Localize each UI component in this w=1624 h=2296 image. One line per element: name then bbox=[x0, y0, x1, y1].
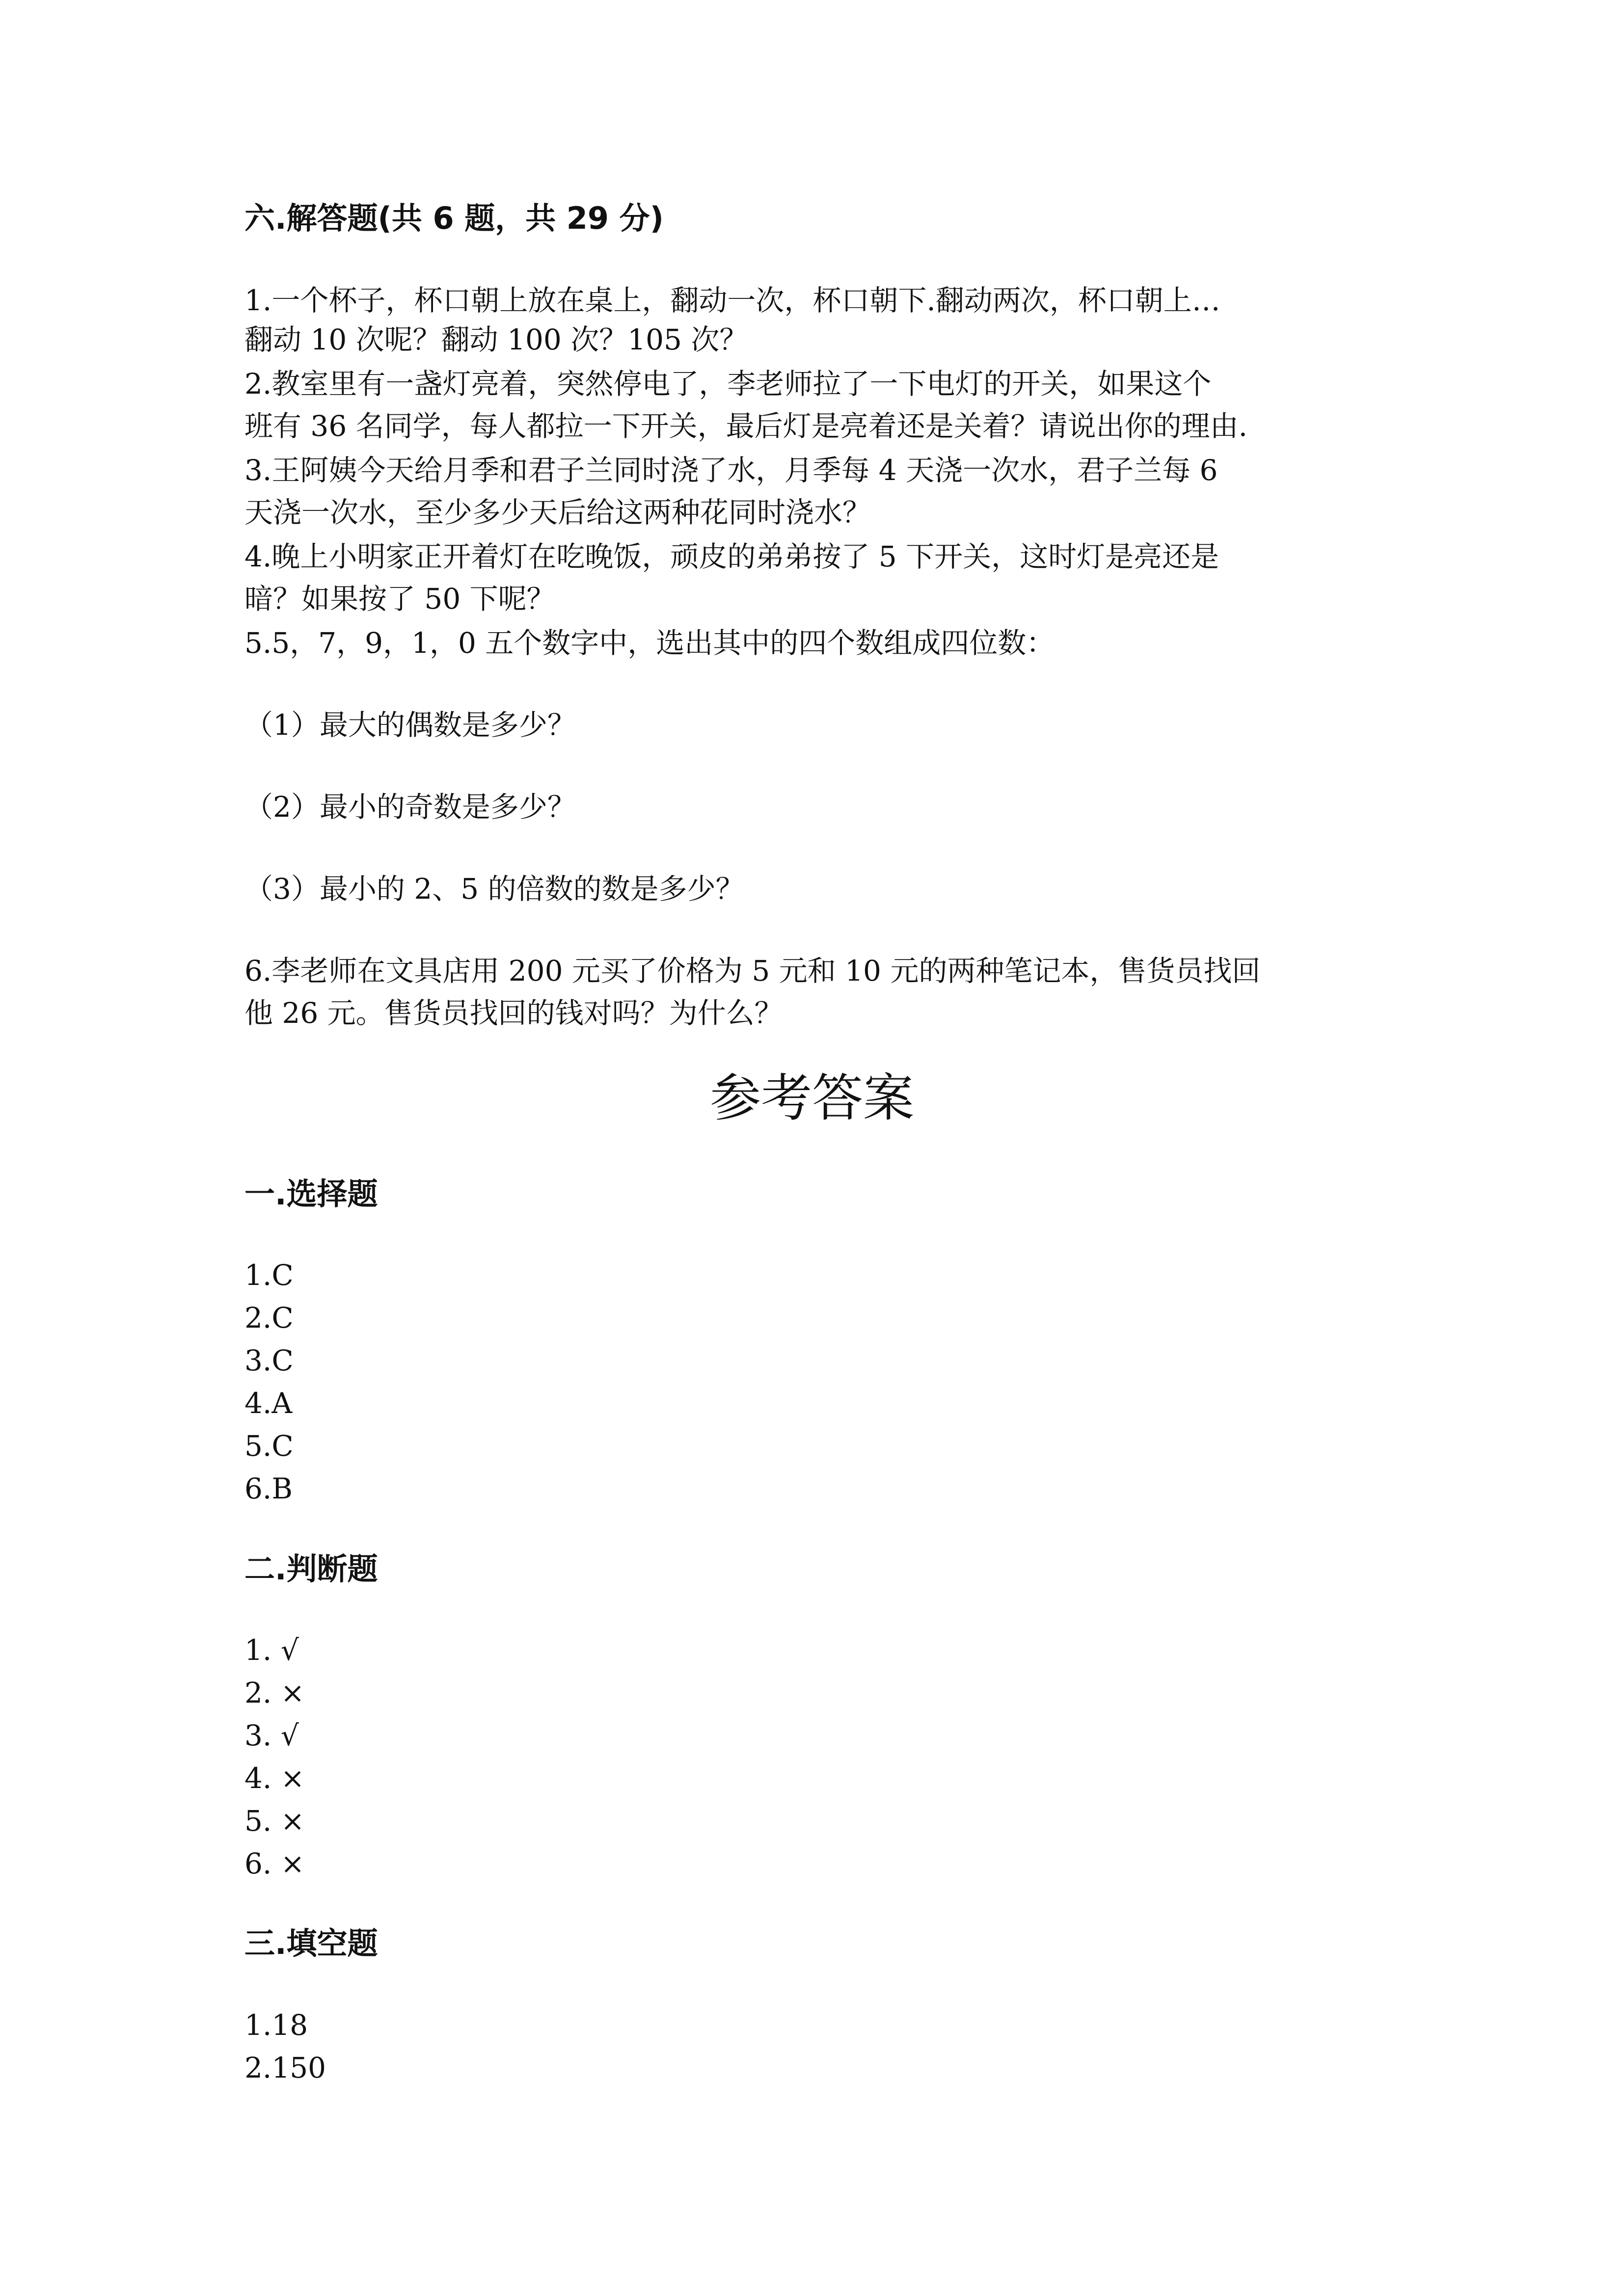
question-5: 5.5，7，9，1，0 五个数字中，选出其中的四个数组成四位数： bbox=[244, 626, 1055, 660]
question-5-sub-3: （3）最小的 2、5 的倍数的数是多少？ bbox=[244, 872, 744, 906]
judge-answer-3: 3. √ bbox=[244, 1719, 299, 1752]
question-1-line-1: 1.一个杯子，杯口朝上放在桌上，翻动一次，杯口朝下.翻动两次，杯口朝上… bbox=[244, 284, 1220, 317]
judge-answer-2: 2. × bbox=[244, 1676, 305, 1709]
question-6-line-2: 他 26 元。售货员找回的钱对吗？为什么？ bbox=[244, 996, 783, 1030]
fill-answer-2: 2.150 bbox=[244, 2051, 326, 2084]
question-2-line-1: 2.教室里有一盏灯亮着，突然停电了，李老师拉了一下电灯的开关，如果这个 bbox=[244, 367, 1212, 400]
judge-answer-1: 1. √ bbox=[244, 1633, 299, 1667]
choice-answer-3: 3.C bbox=[244, 1344, 294, 1377]
judge-heading: 二.判断题 bbox=[244, 1551, 378, 1587]
question-5-sub-1: （1）最大的偶数是多少？ bbox=[244, 708, 576, 742]
fill-heading: 三.填空题 bbox=[244, 1925, 378, 1961]
fill-answer-1: 1.18 bbox=[244, 2008, 308, 2042]
question-3-line-2: 天浇一次水，至少多少天后给这两种花同时浇水？ bbox=[244, 496, 871, 529]
choice-answer-2: 2.C bbox=[244, 1301, 294, 1335]
question-2-line-2: 班有 36 名同学，每人都拉一下开关，最后灯是亮着还是关着？请说出你的理由. bbox=[244, 409, 1248, 443]
choice-answer-5: 5.C bbox=[244, 1429, 294, 1463]
question-4-line-2: 暗？如果按了 50 下呢？ bbox=[244, 582, 555, 615]
question-6-line-1: 6.李老师在文具店用 200 元买了价格为 5 元和 10 元的两种笔记本，售货员找回 bbox=[244, 954, 1261, 988]
judge-answer-6: 6. × bbox=[244, 1847, 305, 1880]
question-5-sub-2: （2）最小的奇数是多少？ bbox=[244, 790, 576, 824]
judge-answer-5: 5. × bbox=[244, 1804, 305, 1838]
choice-answer-6: 6.B bbox=[244, 1472, 293, 1505]
question-1-line-2: 翻动 10 次呢？翻动 100 次？105 次？ bbox=[244, 323, 748, 356]
choice-heading: 一.选择题 bbox=[244, 1176, 378, 1212]
question-4-line-1: 4.晚上小明家正开着灯在吃晚饭，顽皮的弟弟按了 5 下开关，这时灯是亮还是 bbox=[244, 540, 1219, 573]
question-3-line-1: 3.王阿姨今天给月季和君子兰同时浇了水，月季每 4 天浇一次水，君子兰每 6 bbox=[244, 454, 1218, 487]
section-6-heading: 六.解答题(共 6 题，共 29 分) bbox=[244, 200, 664, 236]
judge-answer-4: 4. × bbox=[244, 1762, 305, 1795]
answers-title: 参考答案 bbox=[709, 1068, 914, 1128]
choice-answer-4: 4.A bbox=[244, 1387, 293, 1420]
choice-answer-1: 1.C bbox=[244, 1258, 294, 1292]
